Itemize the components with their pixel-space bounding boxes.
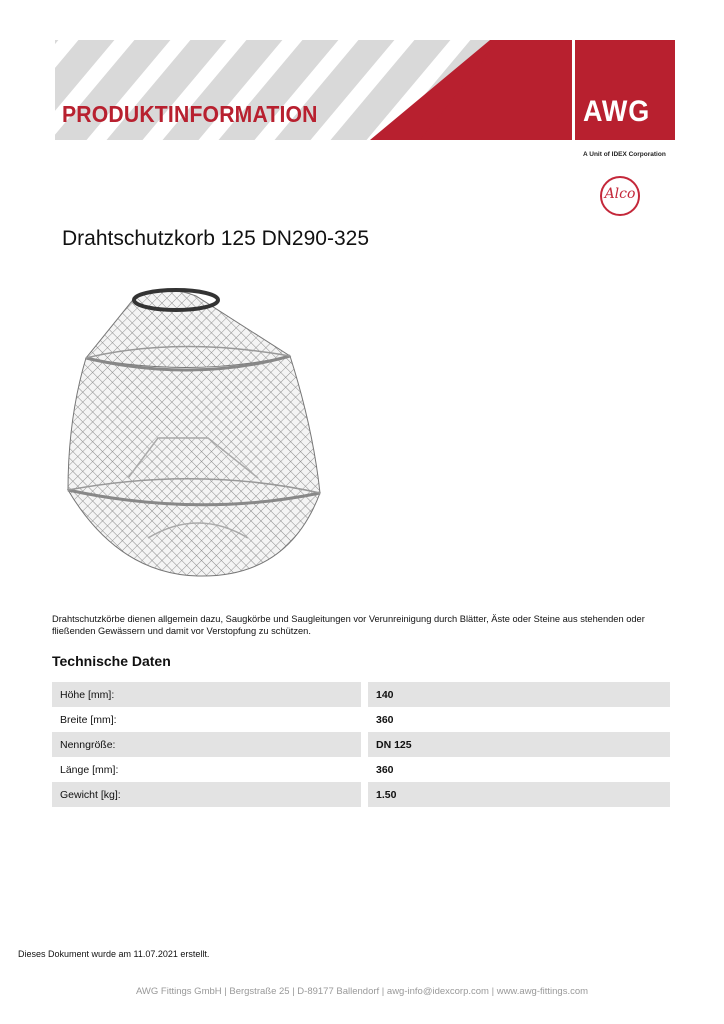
awg-logo: AWG [583,95,651,128]
product-image [58,278,328,588]
spec-value: 360 [376,763,394,776]
product-description: Drahtschutzkörbe dienen allgemein dazu, Saugkörbe und Saugleitungen vor Verunreinigung durch Blätter, Äste oder Steine aus stehenden oder fließenden Gewässern und damit vor Verstopfung zu schützen. [52,614,645,636]
spec-value: 360 [376,713,394,726]
spec-value: 140 [368,682,670,707]
specs-section-title: Technische Daten [52,653,171,669]
spec-label: Länge [mm]: [60,763,119,776]
alco-logo [599,175,641,217]
alco-logo-text: Alco [604,186,636,202]
table-row [52,707,670,732]
created-note: Dieses Dokument wurde am 11.07.2021 erstellt. [18,949,210,959]
spec-label: Höhe [mm]: [52,682,361,707]
table-row [52,782,670,807]
table-row [52,757,670,782]
product-title: Drahtschutzkorb 125 DN290-325 [62,227,370,250]
spec-value: 1.50 [368,782,670,807]
spec-label: Breite [mm]: [60,713,117,726]
spec-label: Gewicht [kg]: [52,782,361,807]
page-header [0,0,724,210]
document-type-label: PRODUKTINFORMATION [62,101,318,127]
page-footer: AWG Fittings GmbH | Bergstraße 25 | D-89177 Ballendorf | awg-info@idexcorp.com | www.awg-fittings.com [135,986,589,997]
wire-mesh-basket-icon [58,278,328,588]
spec-label: Nenngröße: [52,732,361,757]
brand-subtitle: A Unit of IDEX Corporation [583,151,666,158]
table-row [52,732,670,757]
spec-value: DN 125 [368,732,670,757]
table-row [52,682,670,707]
specs-table [52,682,670,807]
